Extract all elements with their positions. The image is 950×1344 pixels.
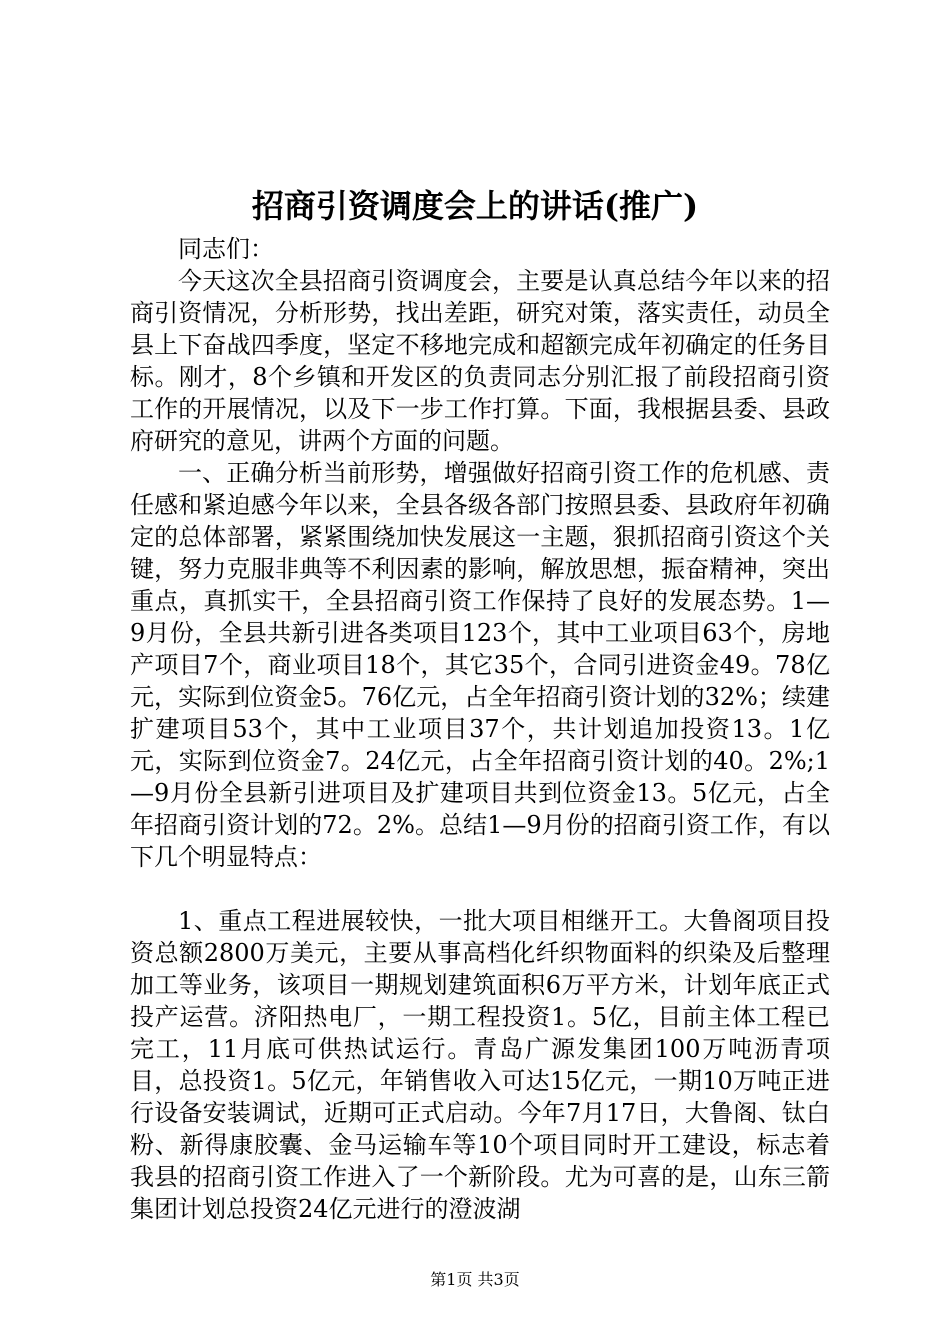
paragraph-section-one: 一、正确分析当前形势，增强做好招商引资工作的危机感、责任感和紧迫感今年以来，全县各级各部门按照县委、县政府年初确定的总体部署，紧紧围绕加快发展这一主题，狠抓招商引资这个关键，努力克服非典等不利因素的影响，解放思想，振奋精神，突出重点，真抓实干，全县招商引资工作保持了良好的发展态势。1—9月份，全县共新引进各类项目123个，其中工业项目63个，房地产项目7个，商业项目18个，其它35个，合同引进资金49。78亿元，实际到位资金5。76亿元，占全年招商引资计划的32%；续建扩建项目53个，其中工业项目37个，共计划追加投资13。1亿元，实际到位资金7。24亿元，占全年招商引资计划的40。2%;1—9月份全县新引进项目及扩建项目共到位资金13。5亿元，占全年招商引资计划的72。2%。总结1—9月份的招商引资工作，有以下几个明显特点： <box>130 459 830 871</box>
salutation: 同志们： <box>178 235 274 263</box>
paragraph-intro: 今天这次全县招商引资调度会，主要是认真总结今年以来的招商引资情况，分析形势，找出差距，研究对策，落实责任，动员全县上下奋战四季度，坚定不移地完成和超额完成年初确定的任务目标。刚才，8个乡镇和开发区的负责同志分别汇报了前段招商引资工作的开展情况，以及下一步工作打算。下面，我根据县委、县政府研究的意见，讲两个方面的问题。 <box>130 267 830 455</box>
document-body <box>130 233 830 1225</box>
document-title: 招商引资调度会上的讲话(推广) <box>251 187 699 225</box>
paragraph-point-one: 1、重点工程进展较快，一批大项目相继开工。大鲁阁项目投资总额2800万美元，主要从事高档化纤织物面料的织染及后整理加工等业务，该项目一期规划建筑面积6万平方米，计划年底正式投产运营。济阳热电厂，一期工程投资1。5亿，目前主体工程已完工，11月底可供热试运行。青岛广源发集团100万吨沥青项目，总投资1。5亿元，年销售收入可达15亿元，一期10万吨正进行设备安装调试，近期可正式启动。今年7月17日，大鲁阁、钛白粉、新得康胶囊、金马运输车等10个项目同时开工建设，标志着我县的招商引资工作进入了一个新阶段。尤为可喜的是，山东三箭集团计划总投资24亿元进行的澄波湖 <box>130 907 830 1223</box>
page-footer: 第1页 共3页 <box>430 1270 520 1289</box>
paragraph-spacer <box>130 873 830 905</box>
